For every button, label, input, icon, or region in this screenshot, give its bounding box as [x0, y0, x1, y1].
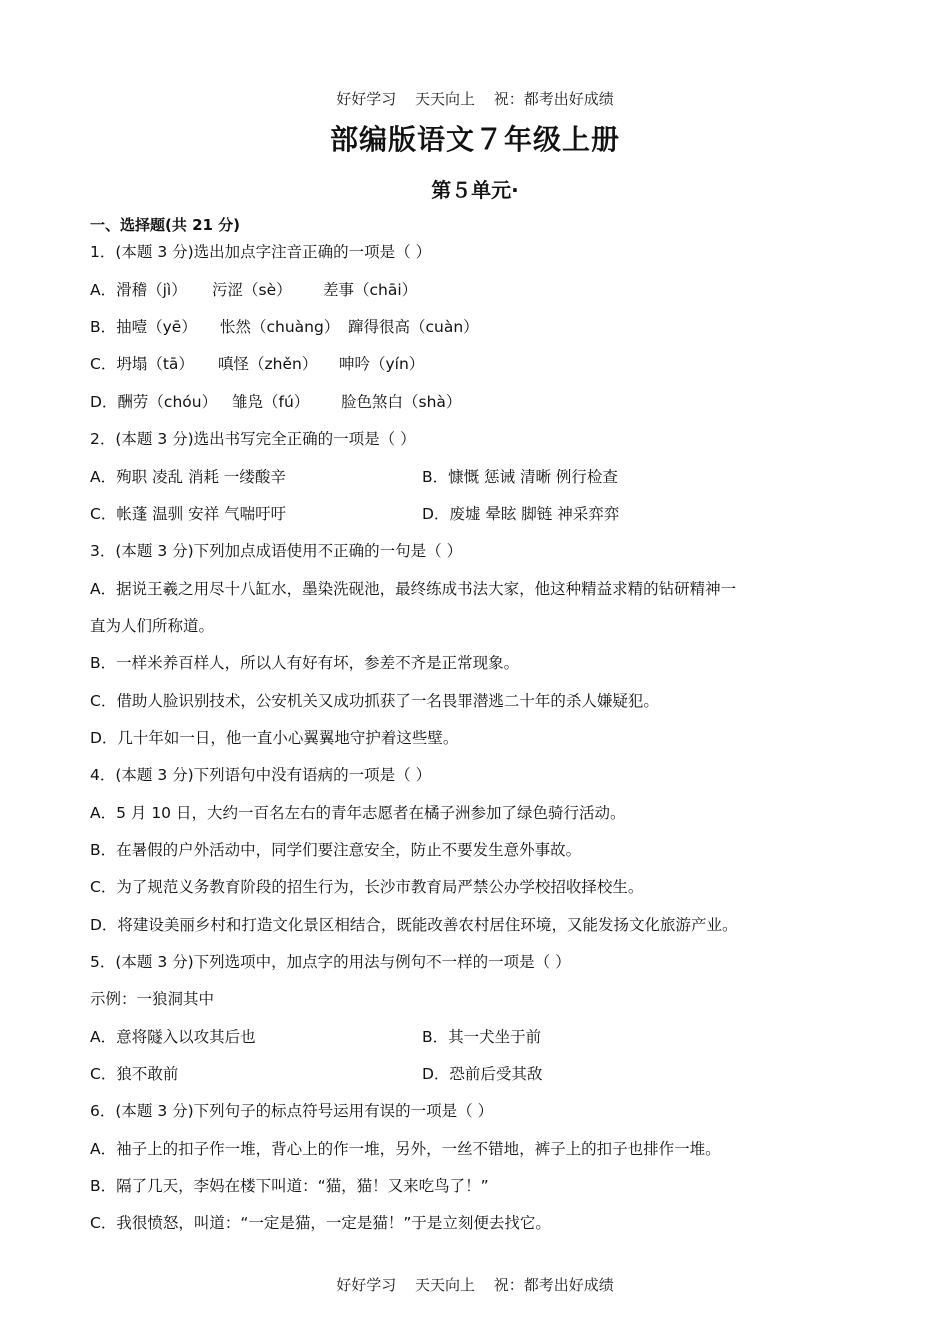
- q1-option-b: [90, 316, 479, 338]
- header-text-3: 祝：都考出好成绩: [493, 90, 614, 108]
- header-text-2: 天天向上: [414, 90, 475, 108]
- q1-option-c: [90, 353, 425, 375]
- q5-option-d: D．恐前后受其敌: [422, 1065, 543, 1083]
- q4-option-b: B．在暑假的户外活动中，同学们要注意安全，防止不要发生意外事故。: [90, 841, 582, 859]
- section-heading: 一、选择题(共 21 分): [90, 216, 241, 234]
- q1-b-2: 怅然（chuàng）: [220, 318, 340, 336]
- q1-a-2: 污涩（sè）: [212, 281, 292, 299]
- q5-example: 示例：一狼洞其中: [90, 990, 215, 1008]
- q1-option-d: [90, 391, 462, 413]
- q5-stem: 5．(本题 3 分)下列选项中，加点字的用法与例句不一样的一项是（ ）: [90, 953, 571, 971]
- q4-option-d: D．将建设美丽乡村和打造文化景区相结合，既能改善农村居住环境，又能发扬文化旅游产业。: [90, 916, 738, 934]
- q1-b-1: B．抽噎（yē）: [90, 318, 197, 336]
- q1-b-3: 蹿得很高（cuàn）: [348, 318, 479, 336]
- q5-option-c: C．狼不敢前: [90, 1065, 179, 1083]
- q1-c-3: 呻吟（yín）: [339, 355, 425, 373]
- q3-stem: 3．(本题 3 分)下列加点成语使用不正确的一句是（ ）: [90, 542, 463, 560]
- q1-c-1: C．坍塌（tā）: [90, 355, 194, 373]
- q1-d-1: D．酬劳（chóu）: [90, 393, 218, 411]
- footer-text-3: 祝：都考出好成绩: [493, 1276, 614, 1294]
- q2-option-d: D．废墟 晕眩 脚链 神采弈弈: [422, 505, 620, 523]
- q1-option-a: [90, 279, 418, 301]
- q5-option-a: A．意将隧入以攻其后也: [90, 1028, 256, 1046]
- q6-option-c: C．我很愤怒，叫道：“一定是猫，一定是猫！”于是立刻便去找它。: [90, 1214, 551, 1232]
- q3-option-a-line2: 直为人们所称道。: [90, 617, 215, 635]
- page-footer: [0, 1274, 950, 1295]
- q5-option-b: B．其一犬坐于前: [422, 1028, 542, 1046]
- q4-stem: 4．(本题 3 分)下列语句中没有语病的一项是（ ）: [90, 766, 432, 784]
- q4-option-a: A．5 月 10 日，大约一百名左右的青年志愿者在橘子洲参加了绿色骑行活动。: [90, 804, 626, 822]
- q1-a-3: 差事（chāi）: [323, 281, 418, 299]
- footer-text-1: 好好学习: [336, 1276, 397, 1294]
- q3-option-c: C．借助人脸识别技术，公安机关又成功抓获了一名畏罪潜逃二十年的杀人嫌疑犯。: [90, 692, 659, 710]
- q1-d-3: 脸色煞白（shà）: [341, 393, 462, 411]
- q4-option-c: C．为了规范义务教育阶段的招生行为，长沙市教育局严禁公办学校招收择校生。: [90, 878, 644, 896]
- header-text-1: 好好学习: [336, 90, 397, 108]
- q1-d-2: 雏凫（fú）: [232, 393, 310, 411]
- page-header: [0, 88, 950, 109]
- q3-option-b: B．一样米养百样人，所以人有好有坏，参差不齐是正常现象。: [90, 654, 520, 672]
- document-title: 部编版语文７年级上册: [329, 123, 620, 156]
- q6-option-a: A．袖子上的扣子作一堆，背心上的作一堆，另外，一丝不错地，裤子上的扣子也排作一堆。: [90, 1140, 721, 1158]
- q1-c-2: 嗔怪（zhěn）: [218, 355, 318, 373]
- q6-stem: 6．(本题 3 分)下列句子的标点符号运用有误的一项是（ ）: [90, 1102, 494, 1120]
- q6-option-b: B．隔了几天，李妈在楼下叫道：“猫，猫！又来吃鸟了！”: [90, 1177, 489, 1195]
- q2-option-b: B．慷慨 惩诫 清晰 例行检查: [422, 468, 618, 486]
- q3-option-d: D．几十年如一日，他一直小心翼翼地守护着这些壁。: [90, 729, 459, 747]
- q2-stem: 2．(本题 3 分)选出书写完全正确的一项是（ ）: [90, 430, 416, 448]
- q2-option-c: C．帐蓬 温驯 安祥 气喘吁吁: [90, 505, 287, 523]
- unit-subtitle: 第５单元·: [431, 178, 519, 202]
- q3-option-a-line1: A．据说王羲之用尽十八缸水，墨染洗砚池，最终练成书法大家，他这种精益求精的钻研精神一: [90, 580, 737, 598]
- q2-option-a: A．殉职 凌乱 消耗 一缕酸辛: [90, 468, 286, 486]
- q1-stem: 1．(本题 3 分)选出加点字注音正确的一项是（ ）: [90, 243, 432, 261]
- q1-a-1: A．滑稽（jì）: [90, 281, 187, 299]
- footer-text-2: 天天向上: [414, 1276, 475, 1294]
